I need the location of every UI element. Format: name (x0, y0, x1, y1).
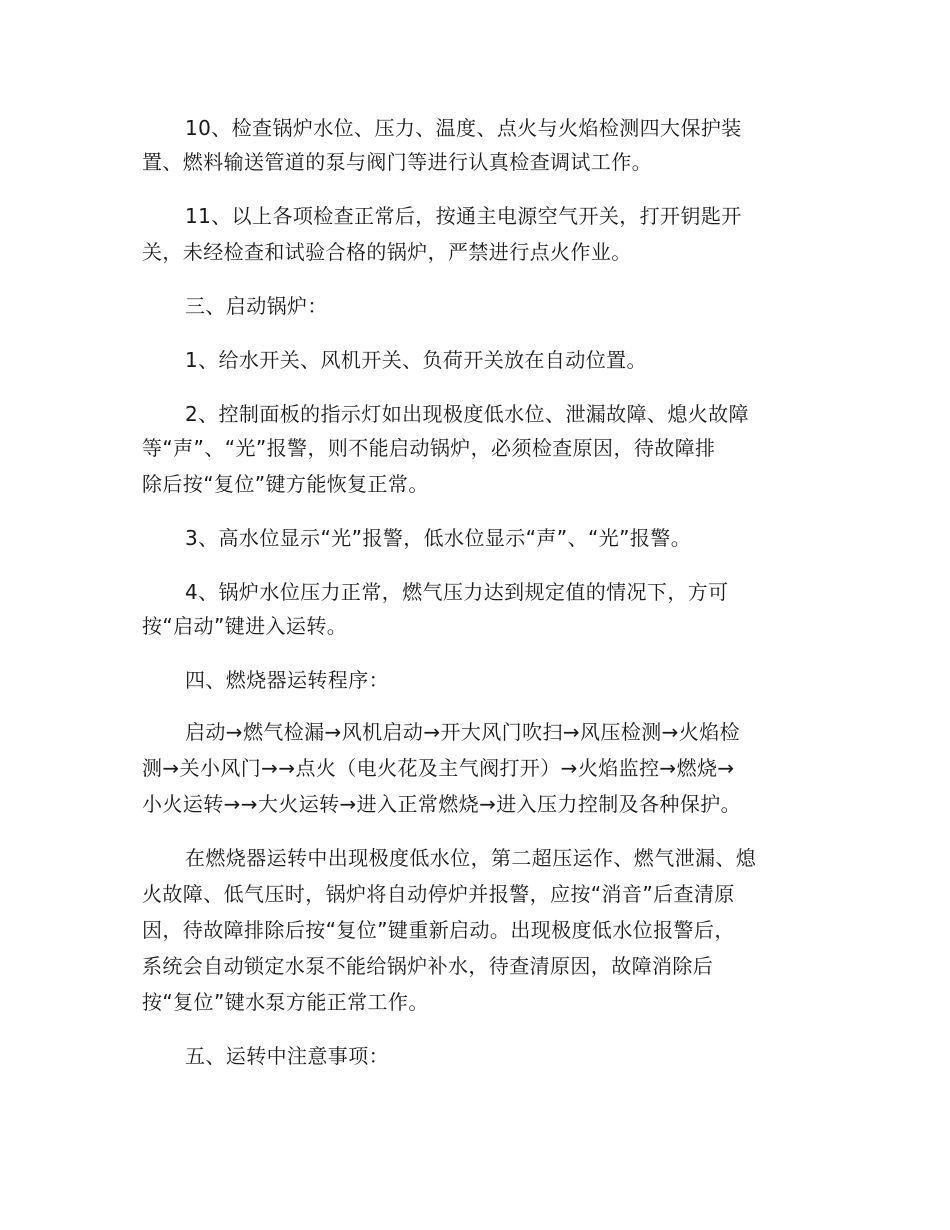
step-4-line-1: 4、锅炉水位压力正常，燃气压力达到规定值的情况下，方可 (185, 580, 729, 604)
fault-line-5: 按“复位”键水泵方能正常工作。 (142, 990, 429, 1014)
section-heading-start-boiler: 三、启动锅炉： (185, 294, 328, 318)
step-3-line-1: 3、高水位显示“光”报警，低水位显示“声”、“光”报警。 (185, 526, 692, 550)
fault-line-1: 在燃烧器运转中出现极度低水位，第二超压运作、燃气泄漏、熄 (185, 846, 757, 870)
section-heading-burner-sequence: 四、燃烧器运转程序： (185, 668, 389, 692)
fault-line-2: 火故障、低气压时，锅炉将自动停炉并报警，应按“消音”后查清原 (142, 882, 735, 906)
flow-line-1: 启动→燃气检漏→风机启动→开大风门吹扫→风压检测→火焰检 (185, 720, 740, 744)
fault-line-4: 系统会自动锁定水泵不能给锅炉补水，待查清原因，故障消除后 (142, 954, 714, 978)
step-4-line-2: 按“启动”键进入运转。 (142, 614, 348, 638)
flow-line-2: 测→关小风门→→点火（电火花及主气阀打开）→火焰监控→燃烧→ (142, 756, 735, 780)
paragraph-11-line-1: 11、以上各项检查正常后，按通主电源空气开关，打开钥匙开 (185, 204, 742, 228)
step-1-line-1: 1、给水开关、风机开关、负荷开关放在自动位置。 (185, 348, 647, 372)
step-2-line-1: 2、控制面板的指示灯如出现极度低水位、泄漏故障、熄火故障 (185, 402, 749, 426)
step-2-line-3: 除后按“复位”键方能恢复正常。 (142, 472, 429, 496)
fault-line-3: 因，待故障排除后按“复位”键重新启动。出现极度低水位报警后， (142, 918, 735, 942)
paragraph-10-line-2: 置、燃料输送管道的泵与阀门等进行认真检查调试工作。 (142, 150, 652, 174)
flow-line-3: 小火运转→→大火运转→进入正常燃烧→进入压力控制及各种保护。 (142, 792, 742, 816)
step-2-line-2: 等“声”、“光”报警，则不能启动锅炉，必须检查原因，待故障排 (142, 436, 716, 460)
paragraph-10-line-1: 10、检查锅炉水位、压力、温度、点火与火焰检测四大保护装 (185, 116, 742, 140)
section-heading-operation-notes: 五、运转中注意事项： (185, 1044, 389, 1068)
paragraph-11-line-2: 关，未经检查和试验合格的锅炉，严禁进行点火作业。 (142, 240, 632, 264)
